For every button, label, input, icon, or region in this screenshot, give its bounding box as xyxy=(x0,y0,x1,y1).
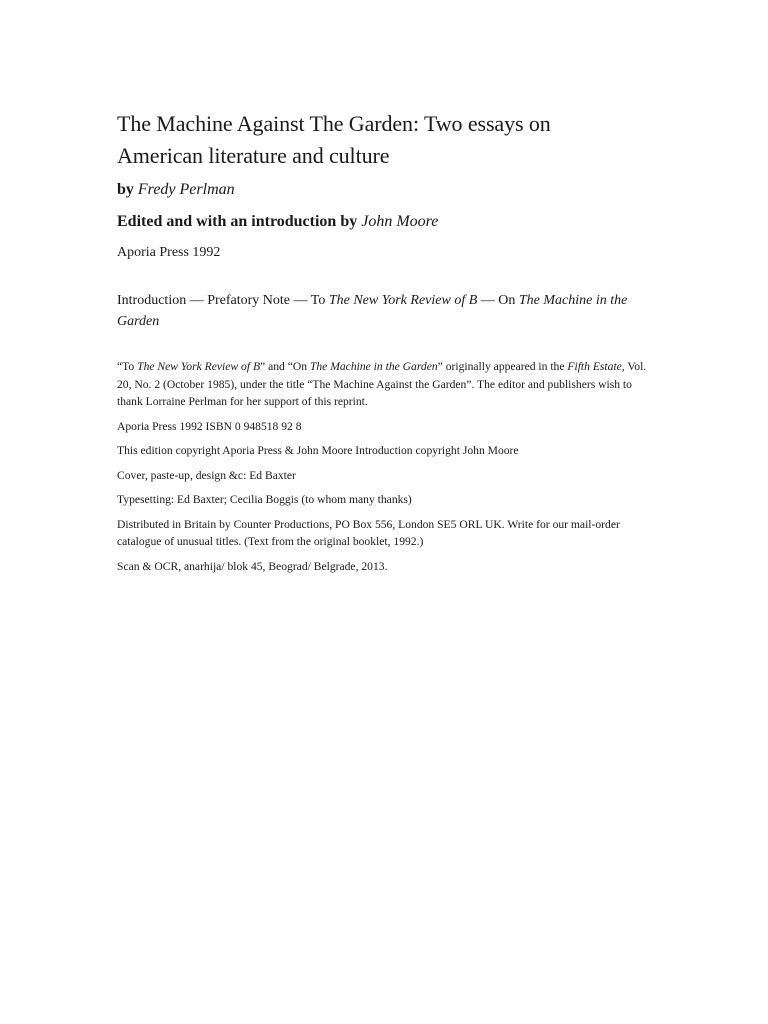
typesetting-credit: Typesetting: Ed Baxter; Cecilia Boggis (to whom many thanks) xyxy=(117,493,412,506)
note-segment: Vol. 20, No. 2 (October 1985), under the title “The Machine Against the Garden”. The editor and publishers wish to thank Lorraine Perlman for her support of this reprint. xyxy=(117,360,647,408)
contents-text-1: Introduction — Prefatory Note — To xyxy=(117,293,329,308)
book-title-line-2: American literature and culture xyxy=(117,143,390,168)
book-title-line-1: The Machine Against The Garden: Two essays on xyxy=(117,111,551,136)
distribution-note: Distributed in Britain by Counter Productions, PO Box 556, London SE5 ORL UK. Write for our mail-order catalogue of unusual titles. (Text from the original booklet, 1992.) xyxy=(117,517,620,548)
scan-note: Scan & OCR, anarhija/ blok 45, Beograd/ Belgrade, 2013. xyxy=(117,559,388,573)
author-prefix: by xyxy=(117,181,134,198)
document-page xyxy=(117,108,657,582)
editor-name: John Moore xyxy=(361,213,439,230)
author-name: Fredy Perlman xyxy=(137,181,235,198)
note-title-machine-garden: The Machine in the Garden xyxy=(309,360,438,373)
publication-notes xyxy=(117,358,657,575)
original-publication-note xyxy=(117,358,657,411)
contents-title-nyrb: The New York Review of B xyxy=(328,293,478,308)
contents-text-2: — On xyxy=(477,293,519,308)
book-title xyxy=(117,108,657,172)
cover-credit: Cover, paste-up, design &c: Ed Baxter xyxy=(117,468,296,482)
copyright-note: This edition copyright Aporia Press & John Moore Introduction copyright John Moore xyxy=(117,444,519,457)
note-segment: ” and “On xyxy=(260,360,310,373)
table-of-contents xyxy=(117,290,657,332)
note-title-fifth-estate: Fifth Estate, xyxy=(567,360,625,373)
note-segment: “To xyxy=(117,360,138,373)
publisher-line: Aporia Press 1992 xyxy=(117,245,221,260)
editor-line xyxy=(117,210,657,234)
isbn-note: Aporia Press 1992 ISBN 0 948518 92 8 xyxy=(117,419,302,433)
note-segment: ” originally appeared in the xyxy=(437,360,568,373)
editor-prefix: Edited and with an introduction by xyxy=(117,213,358,230)
contents-title-machine-garden: The Machine in the Garden xyxy=(117,293,628,329)
author-line xyxy=(117,178,657,202)
note-title-nyrb: The New York Review of B xyxy=(137,360,261,373)
